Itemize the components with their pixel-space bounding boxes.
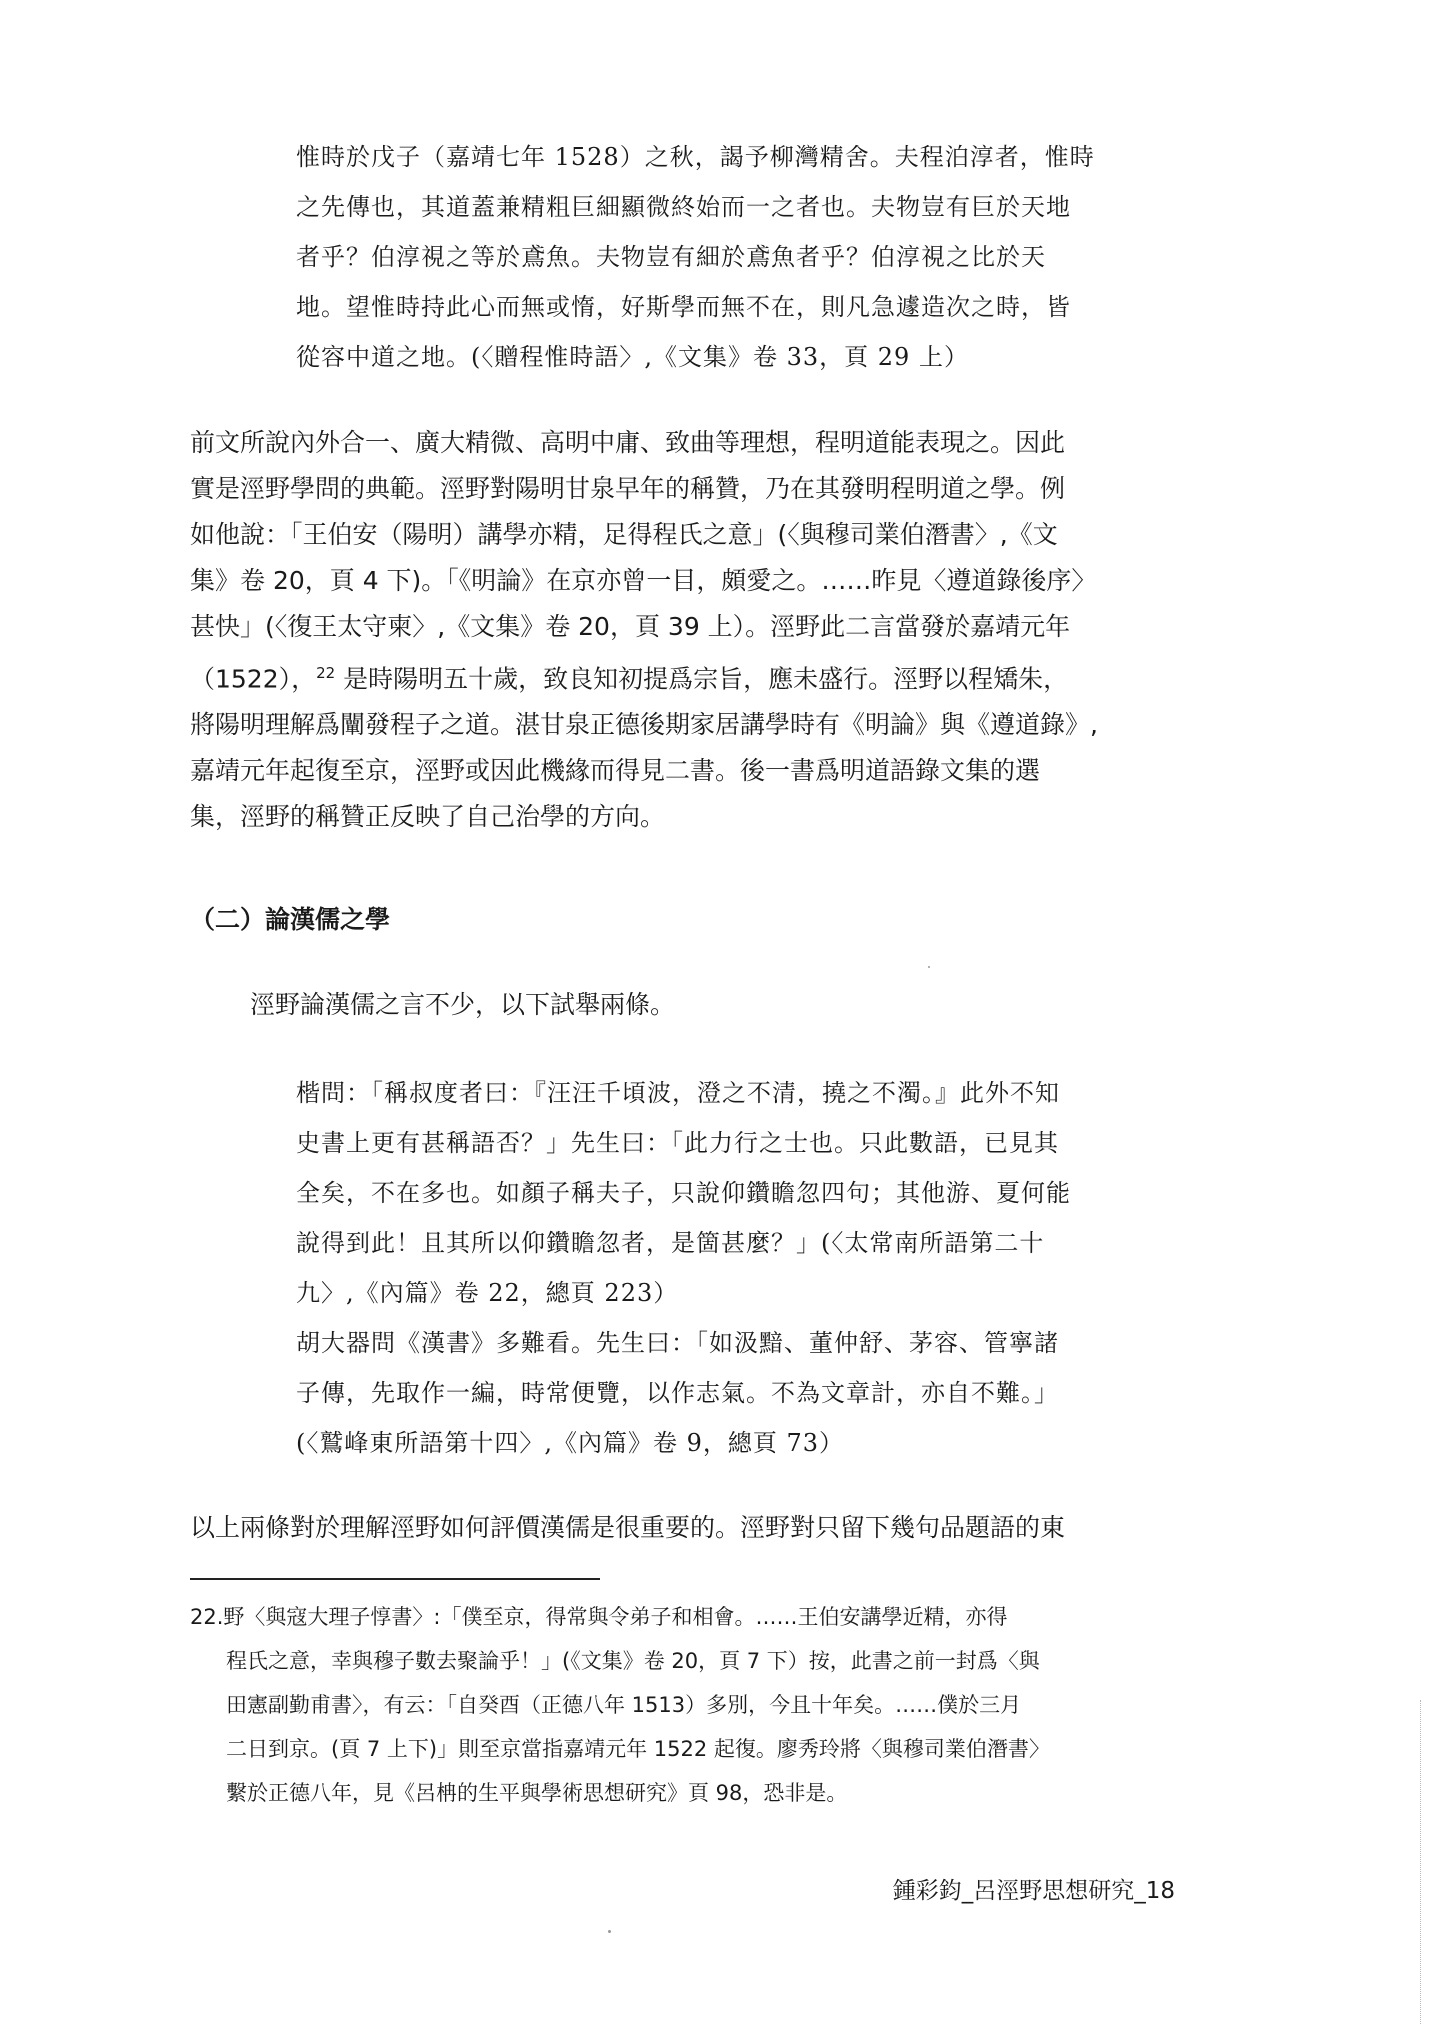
body-paragraph-3	[190, 1505, 1175, 1551]
footnote-divider	[190, 1578, 600, 1580]
quote-line: 九〉,《內篇》卷 22，總頁 223）	[296, 1279, 679, 1307]
page-footer: 鍾彩鈞_呂涇野思想研究_18	[892, 1878, 1175, 1904]
paragraph-line: 如他說：「王伯安（陽明）講學亦精，足得程氏之意」(〈與穆司業伯潛書〉,《文	[190, 520, 1058, 549]
block-quote-2	[296, 1068, 1176, 1468]
paragraph-line: 嘉靖元年起復至京，涇野或因此機緣而得見二書。後一書爲明道語錄文集的選	[190, 756, 1041, 786]
section-heading: （二）論漢儒之學	[190, 905, 391, 934]
paragraph-line: 前文所說內外合一、廣大精微、高明中庸、致曲等理想，程明道能表現之。因此	[190, 428, 1066, 457]
scan-speck	[608, 1930, 611, 1933]
footnote-line: 22.野〈與寇大理子惇書〉:「僕至京，得常與令弟子和相會。……王伯安講學近精，亦得 程氏之意，幸與穆子數去聚論乎！」(《文集》卷 20，頁 7 下）按，此書之前一封爲〈與 田憲副勤甫書〉，有云：「自癸酉（正德八年 1513）多別，今且十年矣。……僕於三月 二日到京。(頁 7 上下)」則至京當指嘉靖元年 1522 起復。廖秀玲將〈與穆司業伯潛書〉 繫於正德八年，見《呂柟的生平與學術思想研究》頁 98，恐非是。	[190, 1605, 1050, 1805]
footnote-ref-22[interactable]: 22	[316, 664, 336, 682]
quote-line: 從容中道之地。(〈贈程惟時語〉,《文集》卷 33，頁 29 上）	[296, 343, 969, 371]
paragraph-line: 將陽明理解爲闡發程子之道。湛甘泉正德後期家居講學時有《明論》與《遵道錄》,	[190, 710, 1098, 740]
quote-line: 者乎？伯淳視之等於鳶魚。夫物豈有細於鳶魚者乎？伯淳視之比於天	[296, 243, 1046, 271]
paragraph-text: （1522），	[190, 664, 317, 694]
paragraph-line: 實是涇野學問的典範。涇野對陽明甘泉早年的稱贊，乃在其發明程明道之學。例	[190, 474, 1066, 503]
paragraph-line	[190, 650, 1175, 702]
quote-line: 說得到此！且其所以仰鑽瞻忽者，是箇甚麼？」(〈太常南所語第二十	[296, 1229, 1045, 1257]
quote-line: 惟時於戊子（嘉靖七年 1528）之秋，謁予柳灣精舍。夫程泊淳者，惟時	[296, 143, 1095, 171]
paragraph-line: 甚快」(〈復王太守柬〉,《文集》卷 20，頁 39 上）。涇野此二言當發於嘉靖元年	[190, 612, 1071, 641]
quote-line: 全矣，不在多也。如顏子稱夫子，只說仰鑽瞻忽四句；其他游、夏何能	[296, 1179, 1071, 1207]
quote-line: 之先傳也，其道蓋兼精粗巨細顯微終始而一之者也。夫物豈有巨於天地	[296, 193, 1071, 221]
quote-line: 地。望惟時持此心而無或惰，好斯學而無不在，則凡急遽造次之時，皆	[296, 293, 1071, 321]
quote-line: (〈鷲峰東所語第十四〉,《內篇》卷 9，總頁 73）	[296, 1429, 845, 1457]
footnote-22	[190, 1595, 1175, 1815]
scan-speck	[928, 966, 930, 968]
quote-line: 胡大器問《漢書》多難看。先生曰：「如汲黯、董仲舒、茅容、管寧諸	[296, 1329, 1059, 1357]
paragraph-text: 是時陽明五十歲，致良知初提爲宗旨，應未盛行。涇野以程矯朱，	[335, 664, 1069, 694]
quote-line: 子傳，先取作一編，時常便覽，以作志氣。不為文章計，亦自不難。」	[296, 1379, 1059, 1407]
paragraph-line: 以上兩條對於理解涇野如何評價漢儒是很重要的。涇野對只留下幾句品題語的東	[190, 1513, 1066, 1542]
quote-line: 史書上更有甚稱語否？」先生曰：「此力行之士也。只此數語，已見其	[296, 1129, 1059, 1157]
paragraph-line: 集，涇野的稱贊正反映了自己治學的方向。	[190, 802, 666, 832]
body-paragraph-2: 涇野論漢儒之言不少，以下試舉兩條。	[250, 990, 676, 1019]
quote-line: 楷問：「稱叔度者曰：『汪汪千頃波，澄之不清，撓之不濁。』此外不知	[296, 1079, 1060, 1107]
block-quote-1	[296, 132, 1176, 382]
paragraph-line: 集》卷 20，頁 4 下)。「《明論》在京亦曾一目，頗愛之。……昨見〈遵道錄後序〉	[190, 566, 1097, 595]
body-paragraph-1	[190, 420, 1175, 840]
scan-edge-line	[1419, 1700, 1421, 2024]
